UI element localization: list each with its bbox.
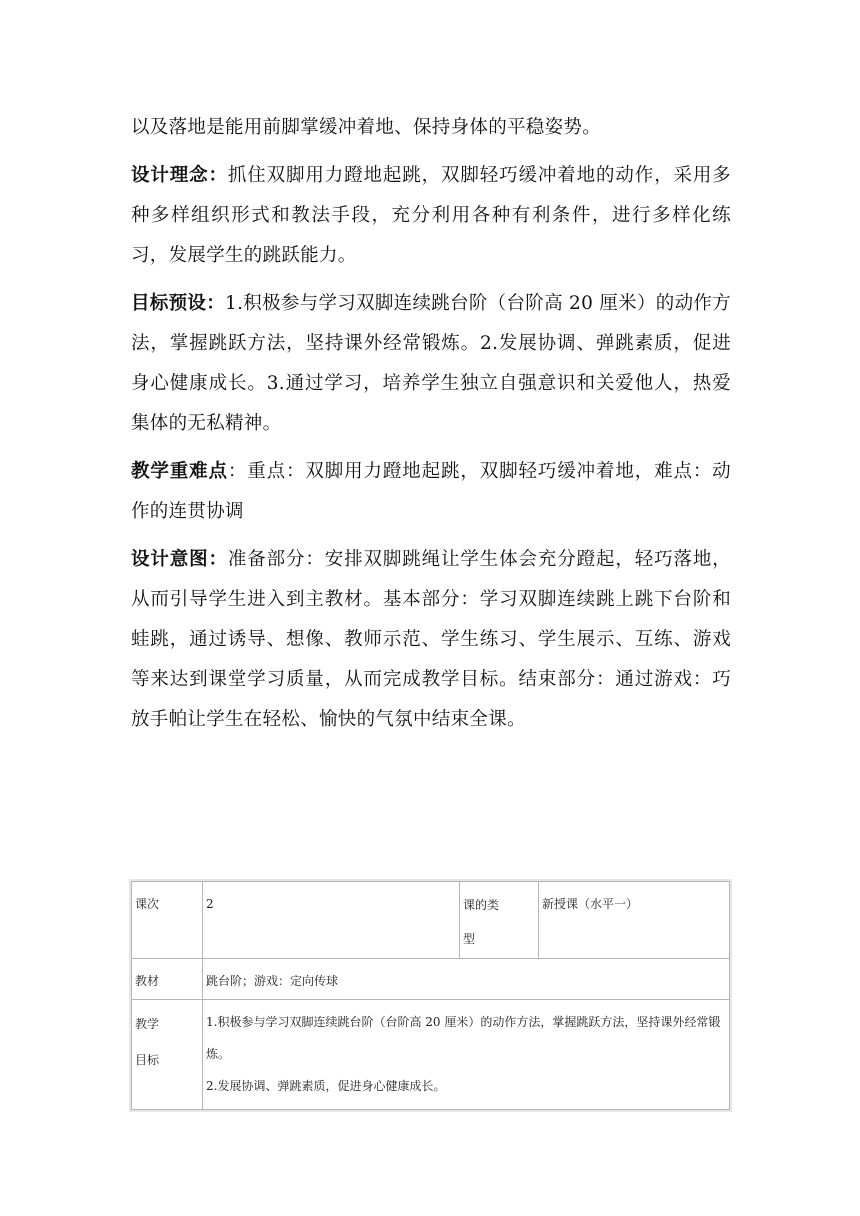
type-label-text: 课的类型 [463, 898, 500, 946]
paragraph-intro [131, 108, 731, 148]
paragraph-label: 教学重难点 [131, 461, 228, 482]
paragraph-label: 目标预设： [131, 293, 226, 314]
table-row [132, 1000, 730, 1110]
paragraph-goals [131, 284, 731, 444]
lesson-value-cell: 2 [203, 882, 460, 959]
body-text [131, 108, 731, 748]
lesson-label-cell: 课次 [132, 882, 203, 959]
paragraph-text: ：重点：双脚用力蹬地起跳，双脚轻巧缓冲着地，难点：动作的连贯协调 [131, 461, 731, 522]
paragraph-text: 以及落地是能用前脚掌缓冲着地、保持身体的平稳姿势。 [131, 117, 602, 138]
paragraph-design-concept [131, 156, 731, 276]
paragraph-label: 设计理念： [131, 165, 228, 186]
goal-line: 1.积极参与学习双脚连续跳台阶（台阶高 20 厘米）的动作方法，掌握跳跃方法，坚持课外经常锻炼。 [206, 1015, 721, 1061]
goal-line: 2.发展协调、弹跳素质，促进身心健康成长。 [206, 1079, 446, 1093]
table-row [132, 959, 730, 1000]
table-row [132, 882, 730, 959]
paragraph-design-intent [131, 540, 731, 740]
paragraph-text: 准备部分：安排双脚跳绳让学生体会充分蹬起，轻巧落地，从而引导学生进入到主教材。基本部分：学习双脚连续跳上跳下台阶和蛙跳，通过诱导、想像、教师示范、学生练习、学生展示、互练、游戏等来达到课堂学习质量，从而完成教学目标。结束部分：通过游戏：巧放手帕让学生在轻松、愉快的气氛中结束全课。 [131, 549, 731, 730]
paragraph-label: 设计意图： [131, 549, 228, 570]
lesson-table [131, 881, 730, 1110]
paragraph-key-points [131, 452, 731, 532]
goal-value-cell [203, 1000, 730, 1110]
material-label-cell: 教材 [132, 959, 203, 1000]
type-value-cell: 新授课（水平一） [539, 882, 730, 959]
paragraph-text: 1.积极参与学习双脚连续跳台阶（台阶高 20 厘米）的动作方法，掌握跳跃方法，坚持课外经常锻炼。2.发展协调、弹跳素质，促进身心健康成长。3.通过学习，培养学生独立自强意识和关爱他人，热爱集体的无私精神。 [131, 293, 731, 434]
goal-label-text: 教学目标 [135, 1017, 160, 1067]
material-value-cell: 跳台阶；游戏：定向传球 [203, 959, 730, 1000]
type-label-cell [460, 882, 539, 959]
paragraph-text: 抓住双脚用力蹬地起跳，双脚轻巧缓冲着地的动作，采用多种多样组织形式和教法手段，充分利用各种有利条件，进行多样化练习，发展学生的跳跃能力。 [131, 165, 731, 266]
goal-label-cell [132, 1000, 203, 1110]
